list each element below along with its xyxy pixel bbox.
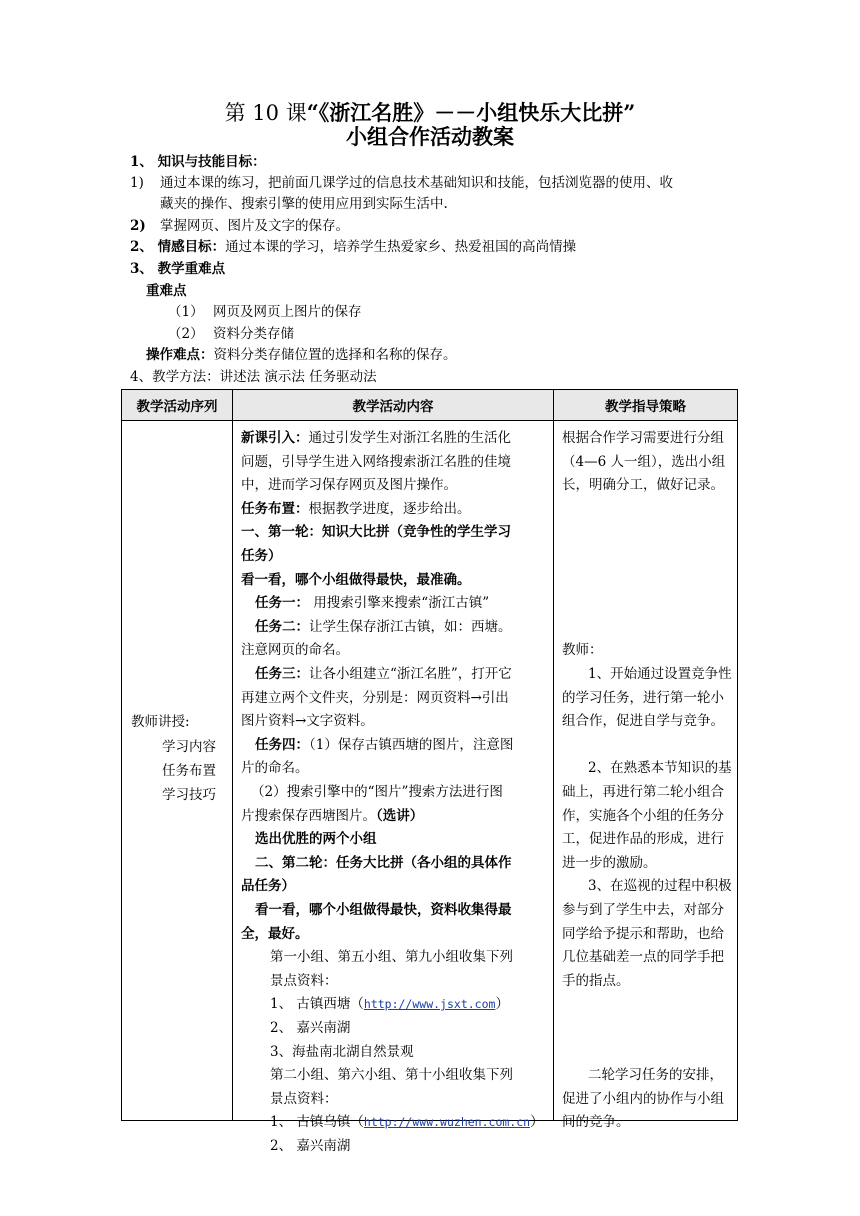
section1-item2-num: 2) [130,218,146,234]
section3-item2-num: （2） [168,326,204,342]
sequence-item-1: 学习内容 [162,739,216,755]
strategy-point-3: 3、在巡视的过程中积极参与到了学生中去，对部分同学给予提示和帮助，也给几位基础差一点的同学手把手的指点。 [562,878,732,989]
lesson-number: 第 10 课 [224,101,307,125]
round2-line1: 二、第二轮：任务大比拼（各小组的具体作 [255,854,512,871]
intro-line3: 中，进而学习保存网页及图片操作。 [241,477,457,494]
section2 [130,237,576,257]
look2-line2: 全，最好。 [241,925,309,942]
group2-line1: 第二小组、第六小组、第十小组收集下列 [270,1067,513,1084]
task-assign-text: 根据教学进度，逐步给出。 [308,500,471,517]
section2-heading: 2、 情感目标： [130,239,226,255]
section3-item1: 网页及网页上图片的保存 [213,304,362,320]
task4-line3: （2）搜索引擎中的“图片”搜索方法进行图 [251,784,503,800]
task1 [255,592,489,616]
strategy-summary: 二轮学习任务的安排，促进了小组内的协作与小组间的竞争。 [562,1067,724,1131]
lesson-table [121,389,738,1154]
intro-line2: 问题，引导学生进入网络搜索浙江名胜的佳境 [241,453,511,470]
jsxt-link[interactable]: http://www.jsxt.com [363,997,496,1012]
task4 [255,734,513,758]
group1-line2: 景点资料： [270,972,338,989]
task3-line2: 再建立两个文件夹，分别是：网页资料→引出 [241,689,509,706]
section4: 4、教学方法：讲述法 演示法 任务驱动法 [130,369,377,385]
section3-op-label: 操作难点： [146,347,214,363]
sequence-item-3: 学习技巧 [162,787,216,803]
sequence-item-2: 任务布置 [162,763,216,779]
page-title-line2: 小组合作活动教案 [346,124,514,149]
wuzhen-link[interactable]: http://www.wuzhen.com.cn [363,1115,531,1130]
strategy-point-2: 2、在熟悉本节知识的基础上，再进行第二轮小组合作，实施各个小组的任务分工，促进作品的形成，进行进一步的激励。 [562,760,732,871]
intro-text: 通过引发学生对浙江名胜的生活化 [308,430,511,446]
group1-item1 [270,993,509,1017]
section3-heading: 3、 教学重难点 [130,261,226,277]
group2-line2: 景点资料： [270,1090,338,1107]
strategy-teacher-label: 教师： [562,642,603,659]
lesson-name: “《浙江名胜》－－小组快乐大比拼” [306,100,636,125]
pick-winners: 选出优胜的两个小组 [255,831,377,848]
task2-line2: 注意网页的命名。 [241,642,349,659]
task2-label: 任务二： [255,618,309,635]
group1-line1: 第一小组、第五小组、第九小组收集下列 [270,949,513,966]
task-assign [241,498,471,522]
task1-text: 用搜索引擎来搜索“浙江古镇” [309,595,490,612]
task2-text: 让学生保存浙江古镇，如：西塘。 [309,618,512,635]
task3-line3: 图片资料→文字资料。 [241,713,374,730]
task3-label: 任务三： [255,666,309,682]
group1-item1-close: ） [495,996,509,1013]
section1-item1-num: 1) [130,175,144,191]
group2-item1-close: ） [530,1114,544,1131]
task2 [255,616,512,640]
task4-text: （1）保存古镇西塘的图片，注意图 [309,736,514,753]
table-body-row [122,421,738,1121]
sequence-label: 教师讲授: [131,714,190,730]
cell-sequence [122,421,233,1121]
group1-item3: 3、海盐南北湖自然景观 [270,1043,414,1060]
section1-heading: 1、 知识与技能目标： [130,154,266,170]
section3-op [146,345,457,365]
header-content: 教学活动内容 [233,390,554,421]
task4-label: 任务四： [255,736,309,753]
group2-item1-text: 1、 古镇乌镇（ [270,1114,364,1131]
look1: 看一看，哪个小组做得最快，最准确。 [241,571,471,588]
round1-line1: 一、第一轮：知识大比拼（竞争性的学生学习 [241,524,511,541]
strategy-point-1: 1、开始通过设置竞争性的学习任务，进行第一轮小组合作，促进自学与竞争。 [562,666,732,730]
intro-label: 新课引入： [241,430,309,446]
section3-op-text: 资料分类存储位置的选择和名称的保存。 [213,347,457,363]
round2-line2: 品任务） [241,878,295,895]
task4-line4 [241,805,423,829]
task1-label: 任务一： [255,595,309,612]
intro-line1 [241,427,511,451]
table-header-row [122,390,738,421]
task3-text: 让各小组建立“浙江名胜”，打开它 [309,666,512,682]
task4-line2: 片的命名。 [241,760,309,777]
section2-text: 通过本课的学习，培养学生热爱家乡、热爱祖国的高尚情操 [225,239,577,255]
cell-strategy [554,421,738,1131]
header-strategy: 教学指导策略 [554,390,738,421]
strategy-grouping: 根据合作学习需要进行分组（4—6 人一组），选出小组长，明确分工，做好记录。 [562,430,726,494]
group1-item1-text: 1、 古镇西塘（ [270,996,364,1013]
cell-content [233,421,554,1154]
section1-item1-line1: 通过本课的练习，把前面几课学过的信息技术基础知识和技能，包括浏览器的使用、收 [160,175,673,191]
section1-item1-line2: 藏夹的操作、搜索引擎的使用应用到实际生活中. [160,196,448,212]
header-sequence: 教学活动序列 [122,390,233,421]
task4-optional: （选讲） [376,807,424,824]
group2-item2: 2、 嘉兴南湖 [270,1138,351,1154]
look2-line1: 看一看，哪个小组做得最快，资料收集得最 [255,902,512,918]
page-title-line1 [0,101,860,125]
task3 [255,663,512,687]
section1-item2: 掌握网页、图片及文字的保存。 [160,218,349,234]
group1-item2: 2、 嘉兴南湖 [270,1020,351,1036]
section3-item2: 资料分类存储 [213,326,294,342]
section3-subheading: 重难点 [146,283,187,299]
task4-line4-text: 片搜索保存西塘图片。 [241,807,376,824]
group2-item1 [270,1111,544,1135]
round1-line2: 任务） [241,548,282,564]
task-assign-label: 任务布置： [241,500,309,517]
section3-item1-num: （1） [168,304,204,320]
